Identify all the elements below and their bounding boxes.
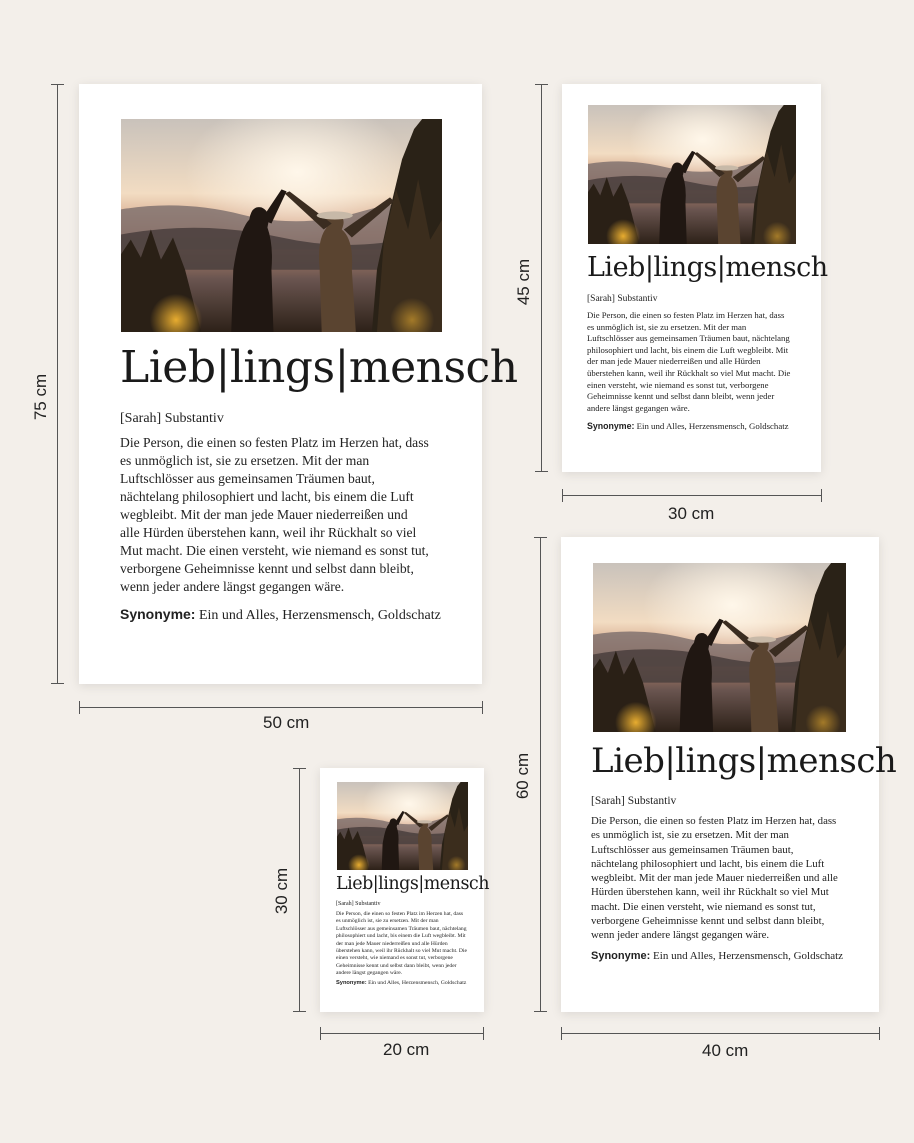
poster-tag: [Sarah] Substantiv — [587, 294, 658, 304]
poster-title: Lieb|lings|mensch — [336, 874, 489, 894]
synonyms-label: Synonyme: — [591, 950, 651, 962]
poster-body: Die Person, die einen so festen Platz im Herzen hat, dass es unmöglich ist, sie zu ersetzen. Mit der man Luftschlösser aus gemeinsamen Träumen baut, nächtelang philosophiert und lacht, bis einem die Luft wegbleibt. Mit der man jede Mauer niederreißen und alle Hürden überstehen kann, weil ihr Rückhalt so viel Mut macht. Die einen versteht, wie niemand es sonst tut, verborgene Geheimnisse kennt und selbst dann bleibt, wenn jeder andere längst gegangen wäre. — [591, 815, 838, 942]
dim-line-50-width — [79, 707, 483, 708]
poster-tag: [Sarah] Substantiv — [120, 411, 224, 426]
synonyms-label: Synonyme: — [587, 421, 635, 431]
poster-body: Die Person, die einen so festen Platz im Herzen hat, dass es unmöglich ist, sie zu ersetzen. Mit der man Luftschlösser aus gemeinsamen Träumen baut, nächtelang philosophiert und lacht, bis einem die Luft wegbleibt. Mit der man jede Mauer niederreißen und alle Hürden überstehen kann, weil ihr Rückhalt so viel Mut macht. Die einen versteht, wie niemand es sonst tut, verborgene Geheimnisse kennt und selbst dann bleibt, wenn jeder andere längst gegangen wäre. — [336, 911, 467, 977]
poster-50x75 — [79, 84, 518, 684]
poster-body: Die Person, die einen so festen Platz im Herzen hat, dass es unmöglich ist, sie zu ersetzen. Mit der man Luftschlösser aus gemeinsamen Träumen baut, nächtelang philosophiert und lacht, bis einem die Luft wegbleibt. Mit der man jede Mauer niederreißen und alle Hürden überstehen kann, weil ihr Rückhalt so viel Mut macht. Die einen versteht, wie niemand es sonst tut, verborgene Geheimnisse kennt und selbst dann bleibt, wenn jeder andere längst gegangen wäre. — [587, 310, 791, 413]
label-75cm: 75 cm — [31, 373, 50, 421]
synonyms-text: Ein und Alles, Herzensmensch, Goldschatz — [636, 421, 789, 431]
label-30cm: 30 cm — [668, 504, 715, 523]
synonyms-label: Synonyme: — [120, 606, 196, 622]
poster-tag: [Sarah] Substantiv — [336, 901, 381, 907]
poster-synonyms — [587, 421, 789, 431]
poster-40x60 — [561, 537, 897, 1012]
poster-body: Die Person, die einen so festen Platz im Herzen hat, dass es unmöglich ist, sie zu ersetzen. Mit der man Luftschlösser aus gemeinsamen Träumen baut, nächtelang philosophiert und lacht, bis einem die Luft wegbleibt. Mit der man jede Mauer niederreißen und alle Hürden überstehen kann, weil ihr Rückhalt so viel Mut macht. Die einen versteht, wie niemand es sonst tut, verborgene Geheimnisse kennt und selbst dann bleibt, wenn jeder andere längst gegangen wäre. — [120, 435, 429, 594]
poster-title: Lieb|lings|mensch — [120, 342, 518, 393]
poster-synonyms — [120, 606, 441, 624]
label-45cm: 45 cm — [514, 258, 533, 306]
label-60cm: 60 cm — [513, 752, 532, 800]
label-30cm-height: 30 cm — [272, 867, 291, 915]
dim-line-75-height — [57, 84, 58, 684]
poster-photo — [588, 105, 796, 244]
synonyms-text: Ein und Alles, Herzensmensch, Goldschatz — [198, 608, 441, 623]
synonyms-label: Synonyme: — [336, 980, 367, 986]
label-50cm: 50 cm — [263, 713, 310, 732]
poster-30x45 — [562, 84, 828, 472]
poster-title: Lieb|lings|mensch — [591, 741, 897, 781]
dim-line-30-height — [299, 768, 300, 1012]
poster-photo — [337, 782, 468, 870]
label-20cm: 20 cm — [383, 1040, 430, 1059]
dim-line-30-width — [562, 495, 822, 496]
dim-line-40-width — [561, 1033, 880, 1034]
poster-synonyms — [336, 980, 466, 986]
synonyms-text: Ein und Alles, Herzensmensch, Goldschatz — [368, 980, 467, 986]
poster-synonyms — [591, 950, 843, 962]
poster-tag: [Sarah] Substantiv — [591, 795, 677, 807]
dim-line-20-width — [320, 1033, 484, 1034]
poster-title: Lieb|lings|mensch — [587, 252, 828, 283]
poster-photo — [593, 563, 846, 732]
dim-line-60-height — [540, 537, 541, 1012]
label-40cm: 40 cm — [702, 1041, 749, 1060]
synonyms-text: Ein und Alles, Herzensmensch, Goldschatz — [653, 950, 844, 962]
poster-photo — [121, 119, 442, 332]
poster-20x30 — [320, 768, 489, 1012]
dim-line-45-height — [541, 84, 542, 472]
